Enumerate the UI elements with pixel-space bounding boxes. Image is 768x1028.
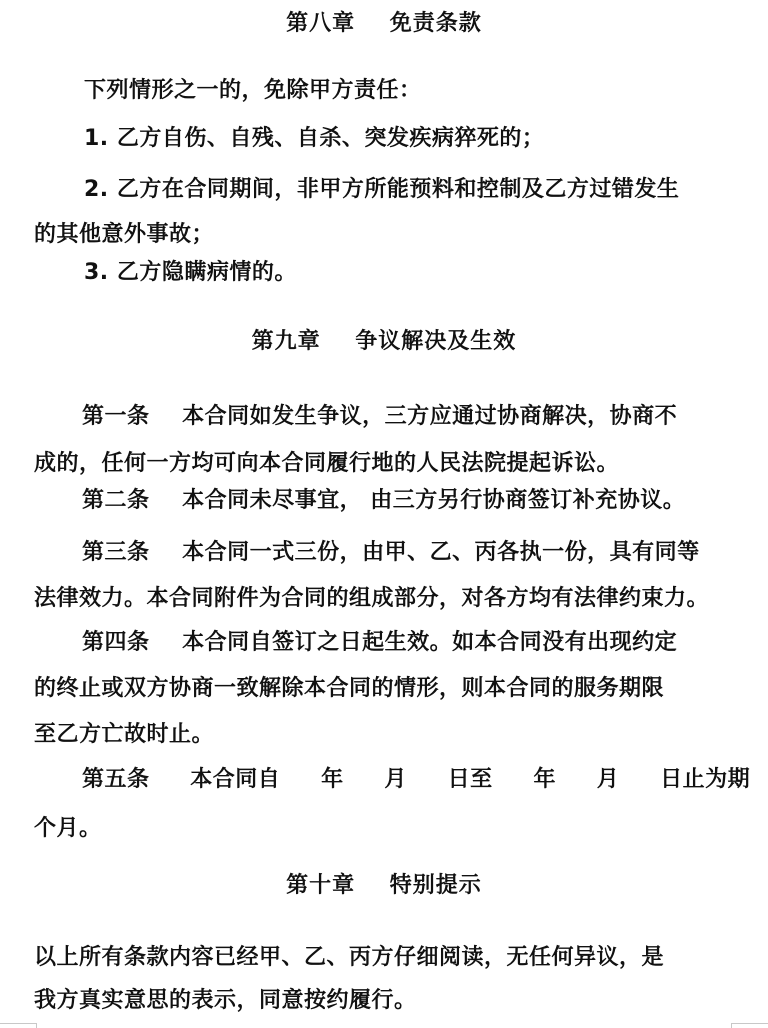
page-corner-mark-left [0,1023,37,1028]
chapter-8-item-1: 1. 乙方自伤、自残、自杀、突发疾病猝死的； [84,126,545,151]
special-notice-line-1: 以上所有条款内容已经甲、乙、丙方仔细阅读，无任何异议，是 [34,945,665,970]
chapter-8-item-2-line-1: 2. 乙方在合同期间，非甲方所能预料和控制及乙方过错发生 [84,177,680,202]
article-1-line-1: 第一条 本合同如发生争议，三方应通过协商解决，协商不 [82,404,678,429]
article-3-line-1: 第三条 本合同一式三份，由甲、乙、丙各执一份，具有同等 [82,540,700,565]
article-4-line-2: 的终止或双方协商一致解除本合同的情形，则本合同的服务期限 [34,676,665,701]
article-1-line-2: 成的，任何一方均可向本合同履行地的人民法院提起诉讼。 [34,451,620,476]
chapter-8-item-2-line-2: 的其他意外事故； [34,222,215,247]
article-4-line-3: 至乙方亡故时止。 [34,722,215,747]
special-notice-line-2: 我方真实意思的表示，同意按约履行。 [34,988,417,1013]
chapter-10-heading: 第十章 特别提示 [286,873,482,898]
chapter-9-heading: 第九章 争议解决及生效 [251,329,517,354]
article-5-line-2: 个月。 [34,816,102,841]
chapter-8-item-3: 3. 乙方隐瞒病情的。 [84,260,297,285]
article-3-line-2: 法律效力。本合同附件为合同的组成部分，对各方均有法律约束力。 [34,586,710,611]
article-4-line-1: 第四条 本合同自签订之日起生效。如本合同没有出现约定 [82,630,678,655]
chapter-8-heading: 第八章 免责条款 [286,11,482,36]
page-corner-mark-right [731,1023,768,1028]
article-2-line-1: 第二条 本合同未尽事宜， 由三方另行协商签订补充协议。 [82,488,686,513]
chapter-8-intro: 下列情形之一的，免除甲方责任： [84,78,422,103]
article-5-line-1: 第五条 本合同自 年 月 日至 年 月 日止为期 [82,767,751,792]
